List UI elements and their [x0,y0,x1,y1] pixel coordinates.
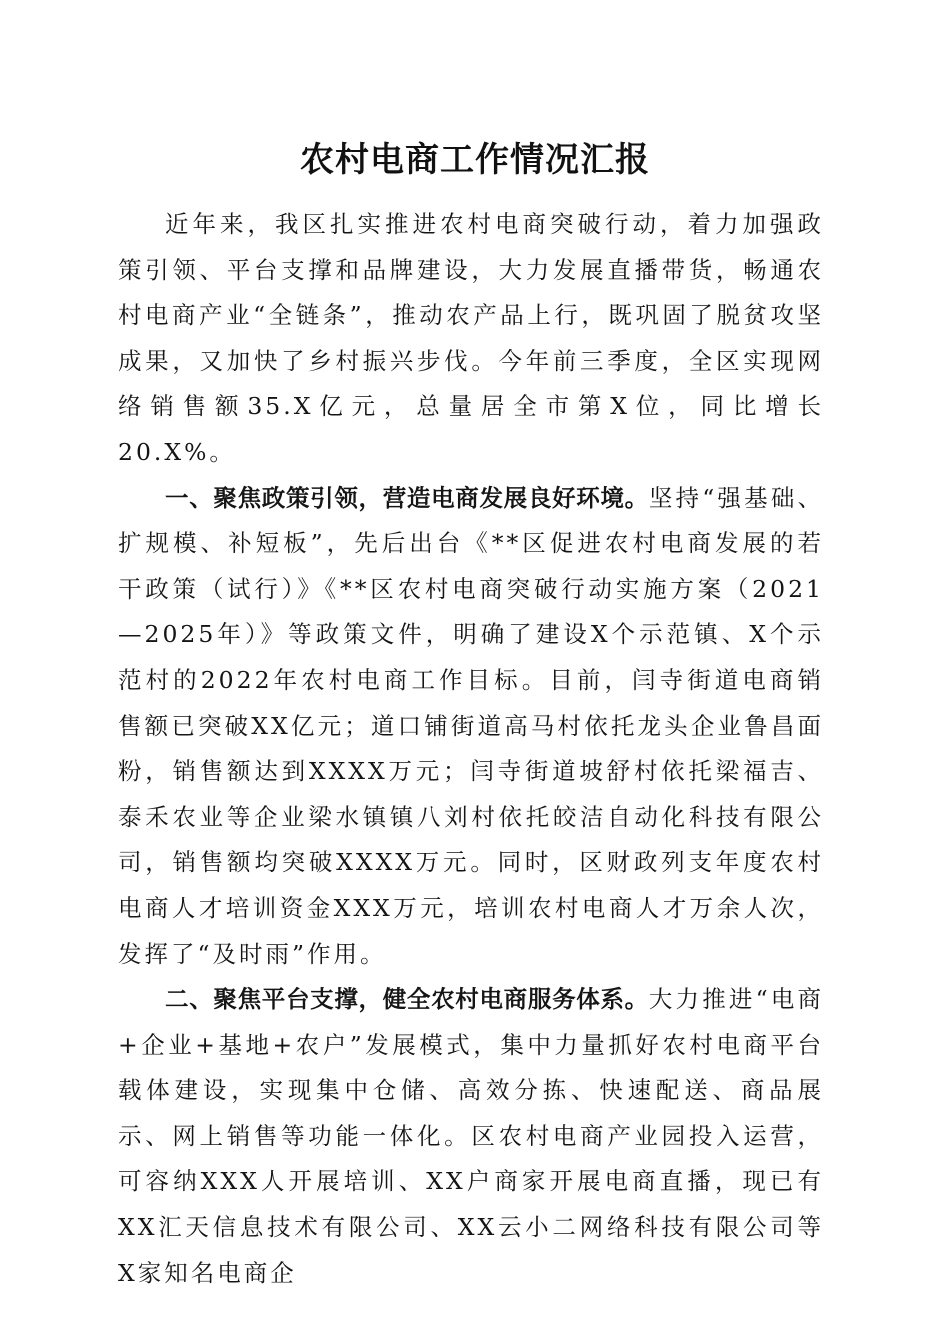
section-2-heading: 二、聚焦平台支撑，健全农村电商服务体系。 [165,985,649,1014]
section-1-heading: 一、聚焦政策引领，营造电商发展良好环境。 [165,483,649,512]
section-1-paragraph [118,476,824,978]
document-body [118,202,824,1296]
document-title: 农村电商工作情况汇报 [300,140,650,180]
section-1-text: 坚持“强基础、扩规模、补短板”，先后出台《**区促进农村电商发展的若干政策（试行）》《**区农村电商突破行动实施方案（2021—2025年）》等政策文件，明确了建设X个示范镇、X个示范村的2022年农村电商工作目标。目前，闫寺街道电商销售额已突破XX亿元；道口铺街道高马村依托龙头企业鲁昌面粉，销售额达到XXXX万元；闫寺街道坡舒村依托梁福吉、泰禾农业等企业梁水镇镇八刘村依托皎洁自动化科技有限公司，销售额均突破XXXX万元。同时，区财政列支年度农村电商人才培训资金XXX万元，培训农村电商人才万余人次，发挥了“及时雨”作用。 [118,483,825,968]
section-2-paragraph [118,977,824,1296]
intro-paragraph: 近年来，我区扎实推进农村电商突破行动，着力加强政策引领、平台支撑和品牌建设，大力发展直播带货，畅通农村电商产业“全链条”，推动农产品上行，既巩固了脱贫攻坚成果，又加快了乡村振兴步伐。今年前三季度，全区实现网络销售额35.X亿元，总量居全市第X位，同比增长20.X%。 [118,210,824,466]
section-2-text: 大力推进“电商+企业+基地+农户”发展模式，集中力量抓好农村电商平台载体建设，实现集中仓储、高效分拣、快速配送、商品展示、网上销售等功能一体化。区农村电商产业园投入运营，可容纳XXX人开展培训、XX户商家开展电商直播，现已有XX汇天信息技术有限公司、XX云小二网络科技有限公司等X家知名电商企 [118,985,825,1287]
